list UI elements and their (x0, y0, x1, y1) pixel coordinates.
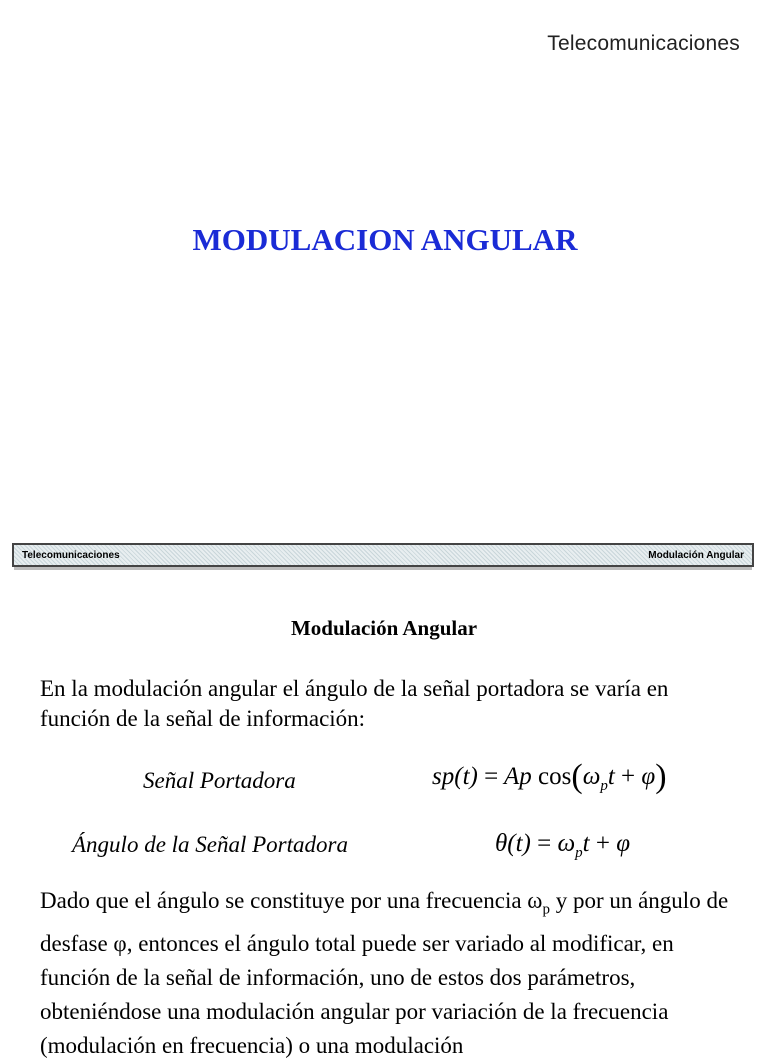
intro-paragraph: En la modulación angular el ángulo de la señal portadora se varía en función de la señal de información: (40, 676, 669, 731)
slide-heading: Modulación Angular (290, 616, 478, 640)
body-text-part1: Dado que el ángulo se constituye por una frecuencia ω (40, 888, 543, 913)
cover-title (0, 222, 768, 258)
body-text-part2: y por un ángulo de desfase φ, entonces el ángulo total puede ser variado al modificar, en función de la señal de información, uno de estos dos parámetros, obteniéndose una modulación angular por variación de la frecuencia (modulación en frecuencia) o una modulación (40, 888, 729, 1058)
carrier-label: Señal Portadora (143, 768, 296, 793)
slide-bar-left: Telecomunicaciones (22, 549, 120, 561)
body-subscript: p (542, 901, 550, 918)
angle-label: Ángulo de la Señal Portadora (72, 832, 348, 857)
slide-bar-right: Modulación Angular (648, 549, 744, 561)
slide-header-bar (12, 543, 754, 567)
angle-formula: $\theta(t) = \omega_pt + \varphi$ (495, 830, 631, 861)
carrier-formula: sp(t) = Ap $\cos(\omega_pt + \varphi)$ (432, 758, 667, 795)
header-course-title: Telecomunicaciones (547, 32, 740, 55)
body-paragraph (40, 884, 740, 1063)
cover-title-text: MODULACION ANGULAR (192, 222, 578, 257)
